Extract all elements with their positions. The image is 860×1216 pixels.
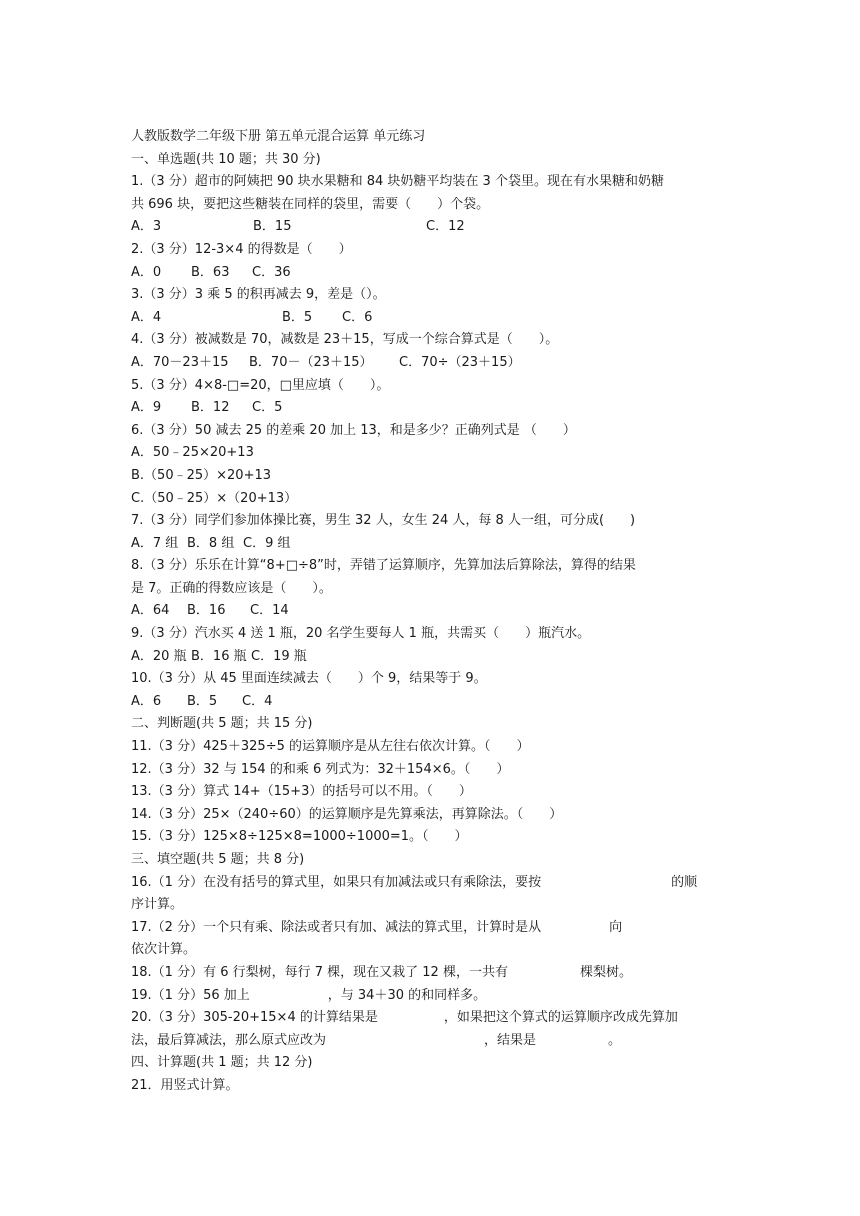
question-8-line-2: 是 7。正确的得数应该是（ ）。 [131, 580, 332, 596]
question-10: 10.（3 分）从 45 里面连续减去（ ）个 9，结果等于 9。 [131, 671, 487, 687]
option-b[interactable]: B．12 [191, 400, 230, 416]
option-b[interactable]: B．5 [282, 309, 313, 325]
question-6: 6.（3 分）50 减去 25 的差乘 20 加上 13，和是多少？正确列式是 （ ） [131, 422, 576, 438]
question-17-line-2: 依次计算。 [131, 942, 197, 958]
option-c[interactable]: C．12 [426, 219, 465, 235]
question-19 [131, 985, 731, 1008]
question-5-options [131, 397, 731, 420]
option-a[interactable]: A．50﹣25×20+13 [131, 445, 254, 461]
worksheet-page [131, 126, 731, 1098]
option-a[interactable]: A．3 [131, 219, 162, 235]
section-heading-fill-blank: 三、填空题(共 5 题；共 8 分) [131, 852, 305, 867]
question-12: 12.（3 分）32 与 154 的和乘 6 列式为：32＋154×6。（ ） [131, 761, 510, 777]
option-b[interactable]: B．5 [187, 693, 218, 709]
option-b[interactable]: B．16 [187, 603, 226, 619]
question-8-line-1: 8.（3 分）乐乐在计算“8+□÷8”时，弄错了运算顺序，先算加法后算除法，算得的结果 [131, 558, 636, 574]
question-4: 4.（3 分）被减数是 70，减数是 23＋15，写成一个综合算式是（ ）。 [131, 332, 559, 348]
question-16-line-2: 序计算。 [131, 897, 184, 913]
option-a[interactable]: A．7 组 [131, 535, 179, 551]
question-20-text-result: ，结果是 [484, 1032, 537, 1048]
question-16-text-end: 的顺 [671, 874, 698, 890]
option-c[interactable]: C．19 瓶 [251, 648, 307, 664]
section-heading-single-choice: 一、单选题(共 10 题；共 30 分) [131, 151, 321, 167]
question-5: 5.（3 分）4×8-□=20，□里应填（ ）。 [131, 377, 390, 393]
option-c[interactable]: C．4 [242, 693, 273, 709]
question-9-options [131, 646, 731, 669]
question-7-options [131, 533, 731, 556]
question-20-line-1 [131, 1007, 731, 1030]
question-10-options [131, 691, 731, 714]
option-c[interactable]: C．36 [252, 264, 291, 280]
option-b[interactable]: B．8 组 [187, 535, 235, 551]
option-a[interactable]: A．9 [131, 400, 162, 416]
option-b[interactable]: B．63 [191, 264, 230, 280]
section-heading-calculation: 四、计算题(共 1 题；共 12 分) [131, 1055, 313, 1071]
question-18-text-end: 棵梨树。 [579, 964, 632, 980]
question-18-text: 18.（1 分）有 6 行梨树，每行 7 棵，现在又栽了 12 棵，一共有 [131, 964, 508, 980]
question-1-line-2: 共 696 块，要把这些糖装在同样的袋里，需要（ ）个袋。 [131, 196, 490, 212]
question-4-options [131, 352, 731, 375]
question-1-options [131, 216, 731, 239]
option-b[interactable]: B．70－（23＋15） [249, 354, 373, 370]
question-14: 14.（3 分）25×（240÷60）的运算顺序是先算乘法，再算除法。（ ） [131, 806, 563, 822]
section-heading-true-false: 二、判断题(共 5 题；共 15 分) [131, 716, 313, 732]
option-a[interactable]: A．20 瓶 [131, 648, 187, 664]
question-15: 15.（3 分）125×8÷125×8=1000÷1000=1。（ ） [131, 829, 468, 845]
option-b[interactable]: B．16 瓶 [191, 648, 247, 664]
question-16-text: 16.（1 分）在没有括号的算式里，如果只有加减法或只有乘除法，要按 [131, 874, 542, 890]
option-a[interactable]: A．64 [131, 603, 170, 619]
question-21: 21．用竖式计算。 [131, 1077, 239, 1093]
question-3: 3.（3 分）3 乘 5 的积再减去 9，差是（）。 [131, 287, 386, 303]
option-a[interactable]: A．6 [131, 693, 162, 709]
question-20-text-mid: ，如果把这个算式的运算顺序改成先算加 [443, 1010, 678, 1026]
question-20-text-line2: 法，最后算减法，那么原式应改为 [131, 1032, 327, 1048]
question-9: 9.（3 分）汽水买 4 送 1 瓶，20 名学生要每人 1 瓶，共需买（ ）瓶汽水。 [131, 626, 591, 642]
question-3-options [131, 307, 731, 330]
option-b[interactable]: B．15 [253, 219, 292, 235]
option-c[interactable]: C.（50﹣25）×（20+13） [131, 490, 298, 506]
option-c[interactable]: C．6 [342, 309, 373, 325]
question-2-options [131, 262, 731, 285]
question-20-text-end: 。 [608, 1032, 622, 1048]
option-b[interactable]: B.（50﹣25）×20+13 [131, 467, 272, 483]
option-c[interactable]: C．5 [252, 400, 283, 416]
question-20-text: 20.（3 分）305-20+15×4 的计算结果是 [131, 1010, 378, 1026]
question-20-line-2 [131, 1030, 731, 1053]
question-2: 2.（3 分）12-3×4 的得数是（ ） [131, 241, 352, 257]
option-c[interactable]: C．9 组 [243, 535, 291, 551]
question-19-text-end: ，与 34＋30 的和同样多。 [327, 987, 487, 1003]
option-c[interactable]: C．14 [250, 603, 289, 619]
question-13: 13.（3 分）算式 14+（15+3）的括号可以不用。（ ） [131, 784, 472, 800]
question-16-line-1 [131, 872, 731, 895]
question-19-text: 19.（1 分）56 加上 [131, 987, 250, 1003]
question-17-text-mid: 向 [609, 919, 623, 935]
question-7: 7.（3 分）同学们参加体操比赛，男生 32 人，女生 24 人，每 8 人一组，可分成( ) [131, 513, 636, 529]
option-c[interactable]: C．70÷（23＋15） [399, 354, 521, 370]
question-17-line-1 [131, 917, 731, 940]
worksheet-title: 人教版数学二年级下册 第五单元混合运算 单元练习 [131, 129, 426, 144]
option-a[interactable]: A．0 [131, 264, 162, 280]
option-a[interactable]: A．4 [131, 309, 162, 325]
question-17-text: 17.（2 分）一个只有乘、除法或者只有加、减法的算式里，计算时是从 [131, 919, 542, 935]
question-18 [131, 962, 731, 985]
question-1-line-1: 1.（3 分）超市的阿姨把 90 块水果糖和 84 块奶糖平均装在 3 个袋里。现在有水果糖和奶糖 [131, 174, 664, 190]
option-a[interactable]: A．70－23＋15 [131, 354, 229, 370]
question-8-options [131, 600, 731, 623]
question-11: 11.（3 分）425＋325÷5 的运算顺序是从左往右依次计算。（ ） [131, 739, 530, 755]
